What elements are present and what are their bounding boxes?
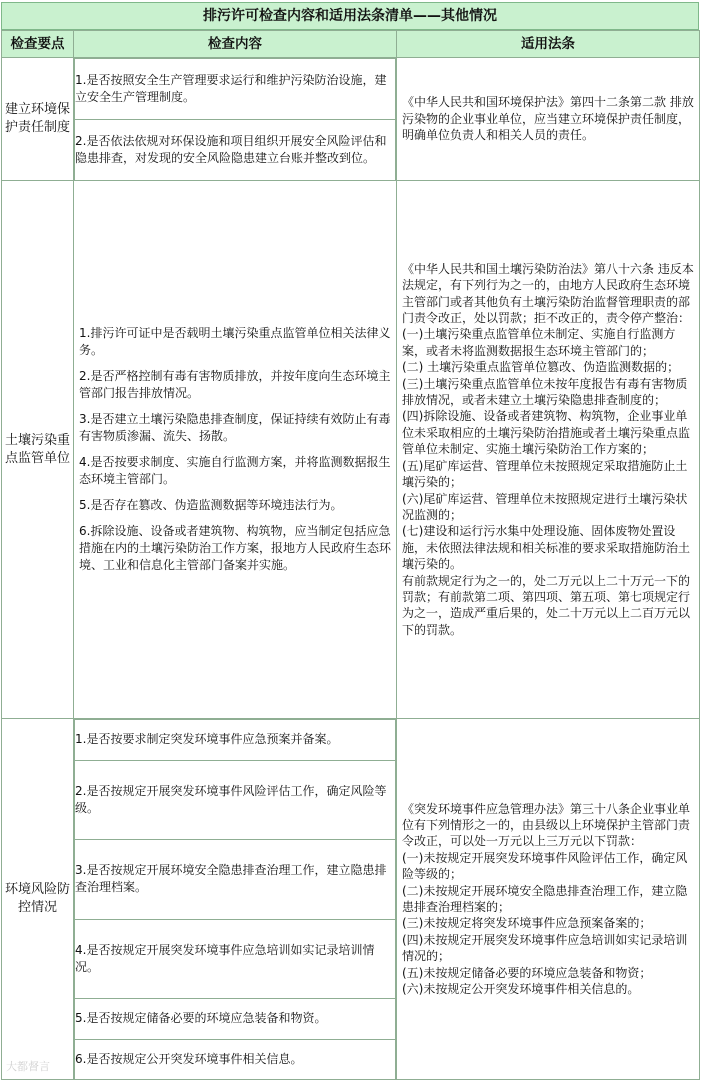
- law-text: 《中华人民共和国环境保护法》第四十二条第二款 排放污染物的企业事业单位，应当建立环境保护责任制度，明确单位负责人和相关人员的责任。: [397, 58, 700, 181]
- section-key: 建立环境保护责任制度: [2, 58, 74, 181]
- section-row-soil: [2, 181, 700, 719]
- check-item: 1.是否按照安全生产管理要求运行和维护污染防治设施，建立安全生产管理制度。: [75, 59, 396, 120]
- page-title: 排污许可检查内容和适用法条清单——其他情况: [1, 2, 699, 30]
- header-content: 检查内容: [74, 31, 397, 58]
- header-row: [2, 31, 700, 58]
- check-item: 4.是否按规定开展突发环境事件应急培训如实记录培训情况。: [75, 919, 396, 998]
- check-item: 5.是否存在篡改、伪造监测数据等环境违法行为。: [79, 498, 343, 512]
- check-item: 3.是否按规定开展环境安全隐患排查治理工作，建立隐患排查治理档案。: [75, 840, 396, 919]
- law-text: 《突发环境事件应急管理办法》第三十八条企业事业单位有下列情形之一的，由县级以上环境保护主管部门责令改正，可以处一万元以上三万元以下罚款： (一)未按规定开展突发环境事件风险评估工作，确定风险等级的； (二)未按规定开展环境安全隐患排查治理工作，建立隐患排查治理档案的； (三)未按规定将突发环境事件应急预案备案的； (四)未按规定开展突发环境事件应急培训如实记录培训情况的； (五)未按规定储备必要的环境应急装备和物资； (六)未按规定公开突发环境事件相关信息的。: [397, 719, 700, 1080]
- section-items: [74, 181, 397, 719]
- section-key: 环境风险防控情况: [2, 719, 74, 1080]
- watermark: 大都督言: [6, 1060, 50, 1073]
- check-item: 3.是否建立土壤污染隐患排查制度，保证持续有效防止有毒有害物质渗漏、流失、扬散。: [79, 412, 391, 443]
- check-item: 1.排污许可证中是否载明土壤污染重点监管单位相关法律义务。: [79, 326, 391, 357]
- check-item: 6.是否按规定公开突发环境事件相关信息。: [75, 1039, 396, 1079]
- checklist-table: [1, 30, 700, 1080]
- section-row-responsibility: [2, 58, 700, 181]
- check-item: 5.是否按规定储备必要的环境应急装备和物资。: [75, 998, 396, 1039]
- check-item: 1.是否按要求制定突发环境事件应急预案并备案。: [75, 720, 396, 761]
- check-item: 2.是否严格控制有毒有害物质排放，并按年度向生态环境主管部门报告排放情况。: [79, 369, 391, 400]
- header-law: 适用法条: [397, 31, 700, 58]
- section-items: [74, 719, 397, 1080]
- section-items: [74, 58, 397, 181]
- check-item: 4.是否按要求制度、实施自行监测方案，并将监测数据报生态环境主管部门。: [79, 455, 391, 486]
- check-item: 6.拆除设施、设备或者建筑物、构筑物，应当制定包括应急措施在内的土壤污染防治工作方案，报地方人民政府生态环境、工业和信息化主管部门备案并实施。: [79, 524, 392, 572]
- check-item: 2.是否按规定开展突发环境事件风险评估工作，确定风险等级。: [75, 760, 396, 839]
- header-key: 检查要点: [2, 31, 74, 58]
- law-text: 《中华人民共和国土壤污染防治法》第八十六条 违反本法规定，有下列行为之一的，由地方人民政府生态环境主管部门或者其他负有土壤污染防治监督管理职责的部门责令改正，处以罚款；拒不改正的，责令停产整治： (一)土壤污染重点监管单位未制定、实施自行监测方案，或者未将监测数据报生态环境主管部门的； (二) 土壤污染重点监管单位篡改、伪造监测数据的； (三)土壤污染重点监管单位未按年度报告有毒有害物质排放情况，或者未建立土壤污染隐患排查制度的； (四)拆除设施、设备或者建筑物、构筑物，企业事业单位未采取相应的土壤污染防治措施或者土壤污染重点监管单位未制定、实施土壤污染防治工作方案的； (五)尾矿库运营、管理单位未按照规定采取措施防止土壤污染的； (六)尾矿库运营、管理单位未按照规定进行土壤污染状况监测的； (七)建设和运行污水集中处理设施、固体废物处置设施，未依照法律法规和相关标准的要求采取措施防治土壤污染的。 有前款规定行为之一的，处二万元以上二十万元一下的罚款；有前款第二项、第四项、第五项、第七项规定行为之一，造成严重后果的，处二十万元以上二百万元以下的罚款。: [397, 181, 700, 719]
- section-key: 土壤污染重点监管单位: [2, 181, 74, 719]
- check-item: 2.是否依法依规对环保设施和项目组织开展安全风险评估和隐患排查，对发现的安全风险隐患建立台账并整改到位。: [75, 120, 396, 180]
- section-row-risk: [2, 719, 700, 1080]
